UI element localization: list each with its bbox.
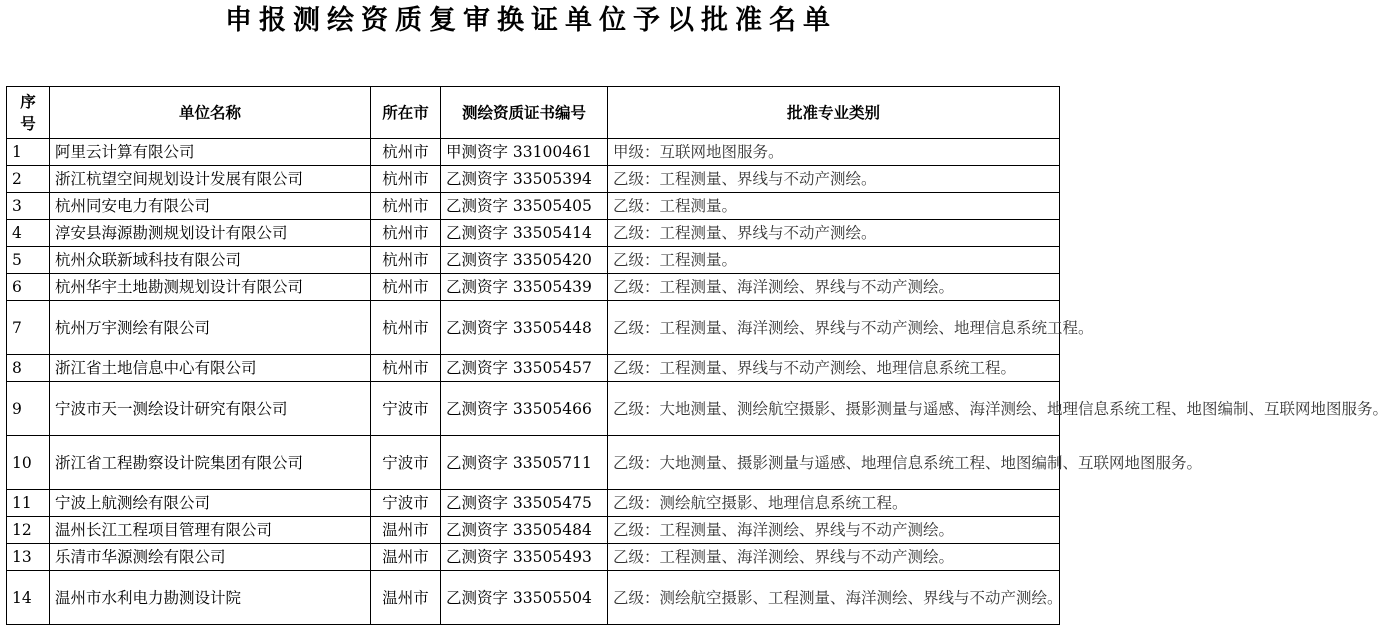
cell-category: 乙级：工程测量、海洋测绘、界线与不动产测绘、地理信息系统工程。 bbox=[608, 301, 1060, 355]
cell-unit-name: 浙江省土地信息中心有限公司 bbox=[50, 355, 371, 382]
cell-cert-number: 乙测资字 33505484 bbox=[441, 517, 608, 544]
cell-unit-name: 杭州万宇测绘有限公司 bbox=[50, 301, 371, 355]
cell-cert-number: 乙测资字 33505475 bbox=[441, 490, 608, 517]
cell-city: 杭州市 bbox=[371, 220, 441, 247]
table-row bbox=[7, 220, 1060, 247]
cell-city: 宁波市 bbox=[371, 490, 441, 517]
approval-table bbox=[6, 86, 1388, 625]
cell-city: 温州市 bbox=[371, 571, 441, 625]
cell-unit-name: 宁波市天一测绘设计研究有限公司 bbox=[50, 382, 371, 436]
cell-seq: 2 bbox=[7, 166, 50, 193]
cell-seq: 6 bbox=[7, 274, 50, 301]
cell-city: 温州市 bbox=[371, 517, 441, 544]
cell-city: 杭州市 bbox=[371, 166, 441, 193]
cell-cert-number: 甲测资字 33100461 bbox=[441, 139, 608, 166]
cell-category: 乙级：工程测量、界线与不动产测绘。 bbox=[608, 166, 1060, 193]
cell-category: 乙级：大地测量、测绘航空摄影、摄影测量与遥感、海洋测绘、地理信息系统工程、地图编制、互联网地图服务。 bbox=[608, 382, 1060, 436]
cell-cert-number: 乙测资字 33505394 bbox=[441, 166, 608, 193]
cell-cert-number: 乙测资字 33505504 bbox=[441, 571, 608, 625]
cell-seq: 13 bbox=[7, 544, 50, 571]
cell-unit-name: 淳安县海源勘测规划设计有限公司 bbox=[50, 220, 371, 247]
cell-category: 甲级：互联网地图服务。 bbox=[608, 139, 1060, 166]
cell-city: 杭州市 bbox=[371, 355, 441, 382]
cell-unit-name: 温州长江工程项目管理有限公司 bbox=[50, 517, 371, 544]
cell-cert-number: 乙测资字 33505457 bbox=[441, 355, 608, 382]
table-row bbox=[7, 382, 1060, 436]
cell-category: 乙级：工程测量、海洋测绘、界线与不动产测绘。 bbox=[608, 517, 1060, 544]
cell-unit-name: 阿里云计算有限公司 bbox=[50, 139, 371, 166]
cell-city: 宁波市 bbox=[371, 436, 441, 490]
cell-seq: 7 bbox=[7, 301, 50, 355]
cell-city: 杭州市 bbox=[371, 247, 441, 274]
cell-category: 乙级：工程测量、海洋测绘、界线与不动产测绘。 bbox=[608, 274, 1060, 301]
header-row bbox=[7, 87, 1060, 139]
cell-category: 乙级：工程测量、界线与不动产测绘。 bbox=[608, 220, 1060, 247]
cell-seq: 14 bbox=[7, 571, 50, 625]
cell-city: 杭州市 bbox=[371, 193, 441, 220]
table-row bbox=[7, 139, 1060, 166]
page-title: 申报测绘资质复审换证单位予以批准名单 bbox=[225, 5, 837, 36]
cell-category: 乙级：工程测量、海洋测绘、界线与不动产测绘。 bbox=[608, 544, 1060, 571]
table-row bbox=[7, 517, 1060, 544]
cell-seq: 1 bbox=[7, 139, 50, 166]
table-row bbox=[7, 490, 1060, 517]
cell-cert-number: 乙测资字 33505448 bbox=[441, 301, 608, 355]
cell-category: 乙级：工程测量。 bbox=[608, 193, 1060, 220]
table-header bbox=[7, 87, 1060, 139]
table-row bbox=[7, 247, 1060, 274]
table-row bbox=[7, 193, 1060, 220]
cell-unit-name: 浙江杭望空间规划设计发展有限公司 bbox=[50, 166, 371, 193]
cell-seq: 9 bbox=[7, 382, 50, 436]
cell-category: 乙级：大地测量、摄影测量与遥感、地理信息系统工程、地图编制、互联网地图服务。 bbox=[608, 436, 1060, 490]
cell-city: 杭州市 bbox=[371, 139, 441, 166]
cell-unit-name: 温州市水利电力勘测设计院 bbox=[50, 571, 371, 625]
cell-category: 乙级：测绘航空摄影、工程测量、海洋测绘、界线与不动产测绘。 bbox=[608, 571, 1060, 625]
cell-seq: 3 bbox=[7, 193, 50, 220]
cell-unit-name: 杭州华宇土地勘测规划设计有限公司 bbox=[50, 274, 371, 301]
header-seq-top: 序 bbox=[20, 91, 36, 111]
header-cert: 测绘资质证书编号 bbox=[441, 87, 608, 139]
header-seq-bottom: 号 bbox=[20, 113, 36, 133]
cell-seq: 10 bbox=[7, 436, 50, 490]
header-name: 单位名称 bbox=[50, 87, 371, 139]
table-row bbox=[7, 571, 1060, 625]
cell-category: 乙级：工程测量、界线与不动产测绘、地理信息系统工程。 bbox=[608, 355, 1060, 382]
header-city: 所在市 bbox=[371, 87, 441, 139]
cell-cert-number: 乙测资字 33505466 bbox=[441, 382, 608, 436]
cell-unit-name: 浙江省工程勘察设计院集团有限公司 bbox=[50, 436, 371, 490]
cell-seq: 5 bbox=[7, 247, 50, 274]
cell-category: 乙级：工程测量。 bbox=[608, 247, 1060, 274]
cell-unit-name: 杭州同安电力有限公司 bbox=[50, 193, 371, 220]
cell-unit-name: 宁波上航测绘有限公司 bbox=[50, 490, 371, 517]
cell-category: 乙级：测绘航空摄影、地理信息系统工程。 bbox=[608, 490, 1060, 517]
table-row bbox=[7, 274, 1060, 301]
cell-cert-number: 乙测资字 33505420 bbox=[441, 247, 608, 274]
header-category: 批准专业类别 bbox=[608, 87, 1060, 139]
cell-cert-number: 乙测资字 33505439 bbox=[441, 274, 608, 301]
cell-seq: 4 bbox=[7, 220, 50, 247]
cell-city: 杭州市 bbox=[371, 301, 441, 355]
cell-city: 杭州市 bbox=[371, 274, 441, 301]
table-row bbox=[7, 355, 1060, 382]
table-row bbox=[7, 544, 1060, 571]
table-row bbox=[7, 436, 1060, 490]
cell-seq: 12 bbox=[7, 517, 50, 544]
cell-seq: 11 bbox=[7, 490, 50, 517]
cell-city: 温州市 bbox=[371, 544, 441, 571]
cell-city: 宁波市 bbox=[371, 382, 441, 436]
cell-unit-name: 乐清市华源测绘有限公司 bbox=[50, 544, 371, 571]
cell-cert-number: 乙测资字 33505405 bbox=[441, 193, 608, 220]
table-row bbox=[7, 166, 1060, 193]
cell-cert-number: 乙测资字 33505414 bbox=[441, 220, 608, 247]
cell-seq: 8 bbox=[7, 355, 50, 382]
cell-unit-name: 杭州众联新域科技有限公司 bbox=[50, 247, 371, 274]
header-seq bbox=[7, 87, 50, 139]
table-row bbox=[7, 301, 1060, 355]
cell-cert-number: 乙测资字 33505711 bbox=[441, 436, 608, 490]
table-body bbox=[7, 139, 1388, 625]
cell-cert-number: 乙测资字 33505493 bbox=[441, 544, 608, 571]
